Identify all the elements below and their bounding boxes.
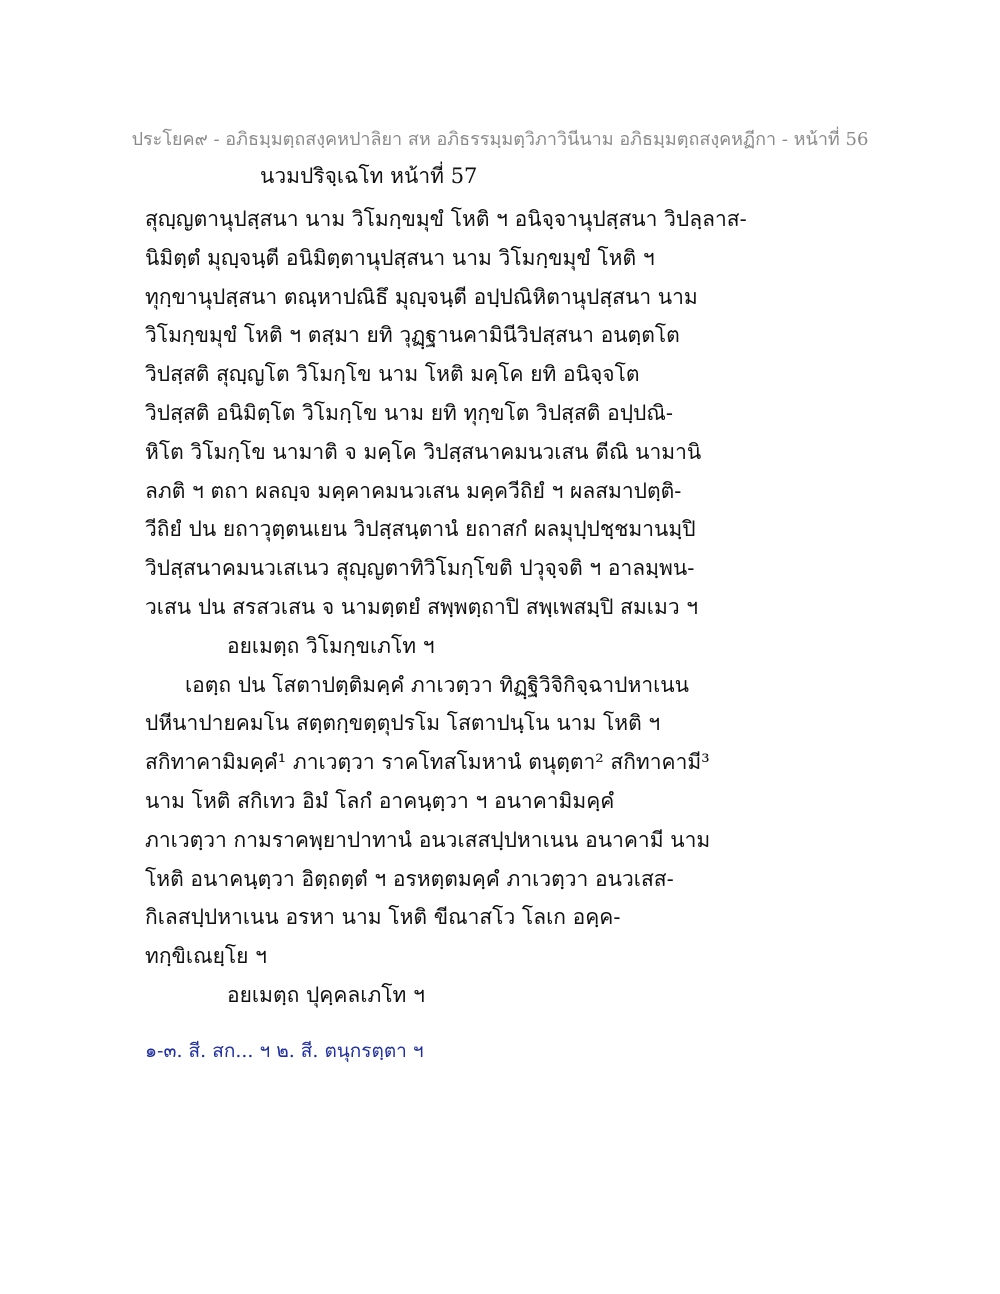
text-line: ทกฺขิเณยฺโย ฯ (145, 944, 267, 969)
text-line: วิโมกฺขมุขํ โหติ ฯ ตสฺมา ยทิ วุฏฺฐานคามินีวิปสฺสนา อนตฺตโต (145, 323, 680, 348)
text-line: โหติ อนาคนฺตฺวา อิตฺถตฺตํ ฯ อรหตฺตมคฺคํ ภาเวตฺวา อนวเสส- (145, 866, 674, 891)
footnote: ๑-๓. สี. สก... ฯ ๒. สี. ตนุกรตฺตา ฯ (145, 1040, 424, 1062)
text-line: ปหีนาปายคมโน สตฺตกฺขตฺตุปรโม โสตาปนฺโน นาม โหติ ฯ (145, 711, 661, 736)
text-line: วีถิยํ ปน ยถาวุตฺตนเยน วิปสฺสนฺตานํ ยถาสกํ ผลมุปฺปชฺชมานมฺปิ (145, 517, 696, 542)
text-line: ภาเวตฺวา กามราคพฺยาปาทานํ อนวเสสปฺปหาเนน อนาคามี นาม (145, 827, 711, 852)
section-title: นวมปริจฺเฉโท หน้าที่ 57 (260, 164, 478, 188)
text-line: สุญฺญตานุปสฺสนา นาม วิโมกฺขมุขํ โหติ ฯ อนิจฺจานุปสฺสนา วิปลฺลาส- (145, 207, 747, 231)
text-line: สกิทาคามิมคฺคํ¹ ภาเวตฺวา ราคโทสโมหานํ ตนุตฺตา² สกิทาคามี³ (145, 750, 710, 775)
section-closing-line: อยเมตฺถ ปุคฺคลเภโท ฯ (227, 982, 425, 1007)
text-line: วิปสฺสนาคมนวเสเนว สุญฺญตาทิวิโมกฺโขติ ปวุจฺจติ ฯ อาลมฺพน- (145, 556, 695, 581)
text-line: กิเลสปฺปหาเนน อรหา นาม โหติ ขีณาสโว โลเก อคฺค- (145, 905, 621, 930)
text-line: วิปสฺสติ สุญฺญโต วิโมกฺโข นาม โหติ มคฺโค ยทิ อนิจฺจโต (145, 362, 640, 387)
text-line: หิโต วิโมกฺโข นามาติ จ มคฺโค วิปสฺสนาคมนวเสน ตีณิ นามานิ (145, 439, 702, 464)
text-line: วิปสฺสติ อนิมิตฺโต วิโมกฺโข นาม ยทิ ทุกฺขโต วิปสฺสติ อปฺปณิ- (145, 400, 673, 425)
text-line: ลภติ ฯ ตถา ผลญฺจ มคฺคาคมนวเสน มคฺควีถิยํ ฯ ผลสมาปตฺติ- (145, 478, 682, 503)
text-line: นิมิตฺตํ มุญฺจนฺตี อนิมิตฺตานุปสฺสนา นาม วิโมกฺขมุขํ โหติ ฯ (145, 245, 655, 270)
text-line: นาม โหติ สกิเทว อิมํ โลกํ อาคนฺตฺวา ฯ อนาคามิมคฺคํ (145, 788, 615, 813)
body-text (145, 200, 745, 1015)
paragraph-start-line: เอตฺถ ปน โสตาปตฺติมคฺคํ ภาเวตฺวา ทิฏฺฐิวิจิกิจฺฉาปหาเนน (185, 672, 690, 697)
section-closing-line: อยเมตฺถ วิโมกฺขเภโท ฯ (227, 633, 435, 658)
running-header: ประโยค๙ - อภิธมฺมตฺถสงฺคหปาลิยา สห อภิธรรมฺมตฺวิภาวินีนาม อภิธมฺมตฺถสงฺคหฏีกา - หน้าที่ 56 (131, 129, 869, 150)
text-line: วเสน ปน สรสวเสน จ นามตฺตยํ สพฺพตฺถาปิ สพฺเพสมฺปิ สมเมว ฯ (145, 594, 699, 619)
text-line: ทุกฺขานุปสฺสนา ตณฺหาปณิธึ มุญฺจนฺตี อปฺปณิหิตานุปสฺสนา นาม (145, 284, 698, 309)
